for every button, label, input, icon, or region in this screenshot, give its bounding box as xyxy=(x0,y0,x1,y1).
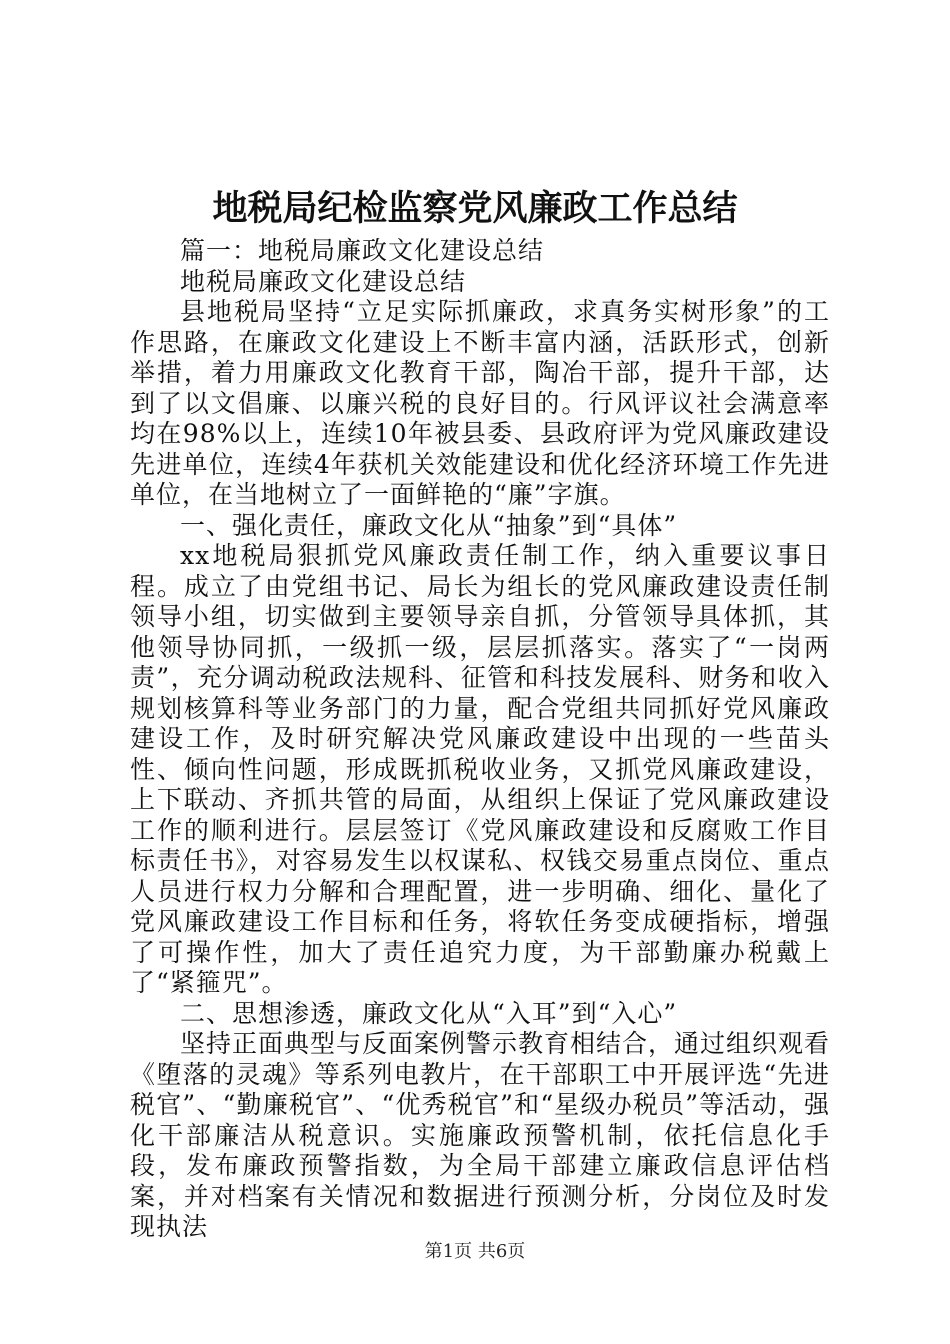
paragraph-heading-two: 二、思想渗透，廉政文化从“入耳”到“入心” xyxy=(180,998,678,1028)
paragraph-education: 坚持正面典型与反面案例警示教育相结合，通过组织观看《堕落的灵魂》等系列电教片，在干部职工中开展评选“先进税官”、“勤廉税官”、“优秀税官”和“星级办税员”等活动，强化干部廉洁从税意识。实施廉政预警机制，依托信息化手段，发布廉政预警指数，为全局干部建立廉政信息评估档案，并对档案有关情况和数据进行预测分析，分岗位及时发现执法 xyxy=(130,1029,831,1241)
paragraph-responsibility: xx地税局狠抓党风廉政责任制工作，纳入重要议事日程。成立了由党组书记、局长为组长的党风廉政建设责任制领导小组，切实做到主要领导亲自抓，分管领导具体抓，其他领导协同抓，一级抓一级，层层抓落实。落实了“一岗两责”，充分调动税政法规科、征管和科技发展科、财务和收入规划核算科等业务部门的力量，配合党组共同抓好党风廉政建设工作，及时研究解决党风廉政建设中出现的一些苗头性、倾向性问题，形成既抓税收业务，又抓党风廉政建设，上下联动、齐抓共管的局面，从组织上保证了党风廉政建设工作的顺利进行。层层签订《党风廉政建设和反腐败工作目标责任书》，对容易发生以权谋私、权钱交易重点岗位、重点人员进行权力分解和合理配置，进一步明确、细化、量化了党风廉政建设工作目标和任务，将软任务变成硬指标，增强了可操作性，加大了责任追究力度，为干部勤廉办税戴上了“紧箍咒”。 xyxy=(130,541,830,997)
document-title: 地税局纪检监察党风廉政工作总结 xyxy=(212,188,738,229)
paragraph-intro: 县地税局坚持“立足实际抓廉政，求真务实树形象”的工作思路，在廉政文化建设上不断丰富内涵，活跃形式，创新举措，着力用廉政文化教育干部，陶冶干部，提升干部，达到了以文倡廉、以廉兴税的良好目的。行风评议社会满意率均在98%以上，连续10年被县委、县政府评为党风廉政建设先进单位，连续4年获机关效能建设和优化经济环境工作先进单位，在当地树立了一面鲜艳的“廉”字旗。 xyxy=(130,297,830,509)
paragraph-heading-one: 一、强化责任，廉政文化从“抽象”到“具体” xyxy=(180,510,678,540)
page-number-footer: 第1页 共6页 xyxy=(424,1241,526,1262)
paragraph-section-heading: 篇一：地税局廉政文化建设总结 xyxy=(180,236,545,265)
document-body xyxy=(130,236,830,1243)
paragraph-subtitle: 地税局廉政文化建设总结 xyxy=(180,266,467,296)
